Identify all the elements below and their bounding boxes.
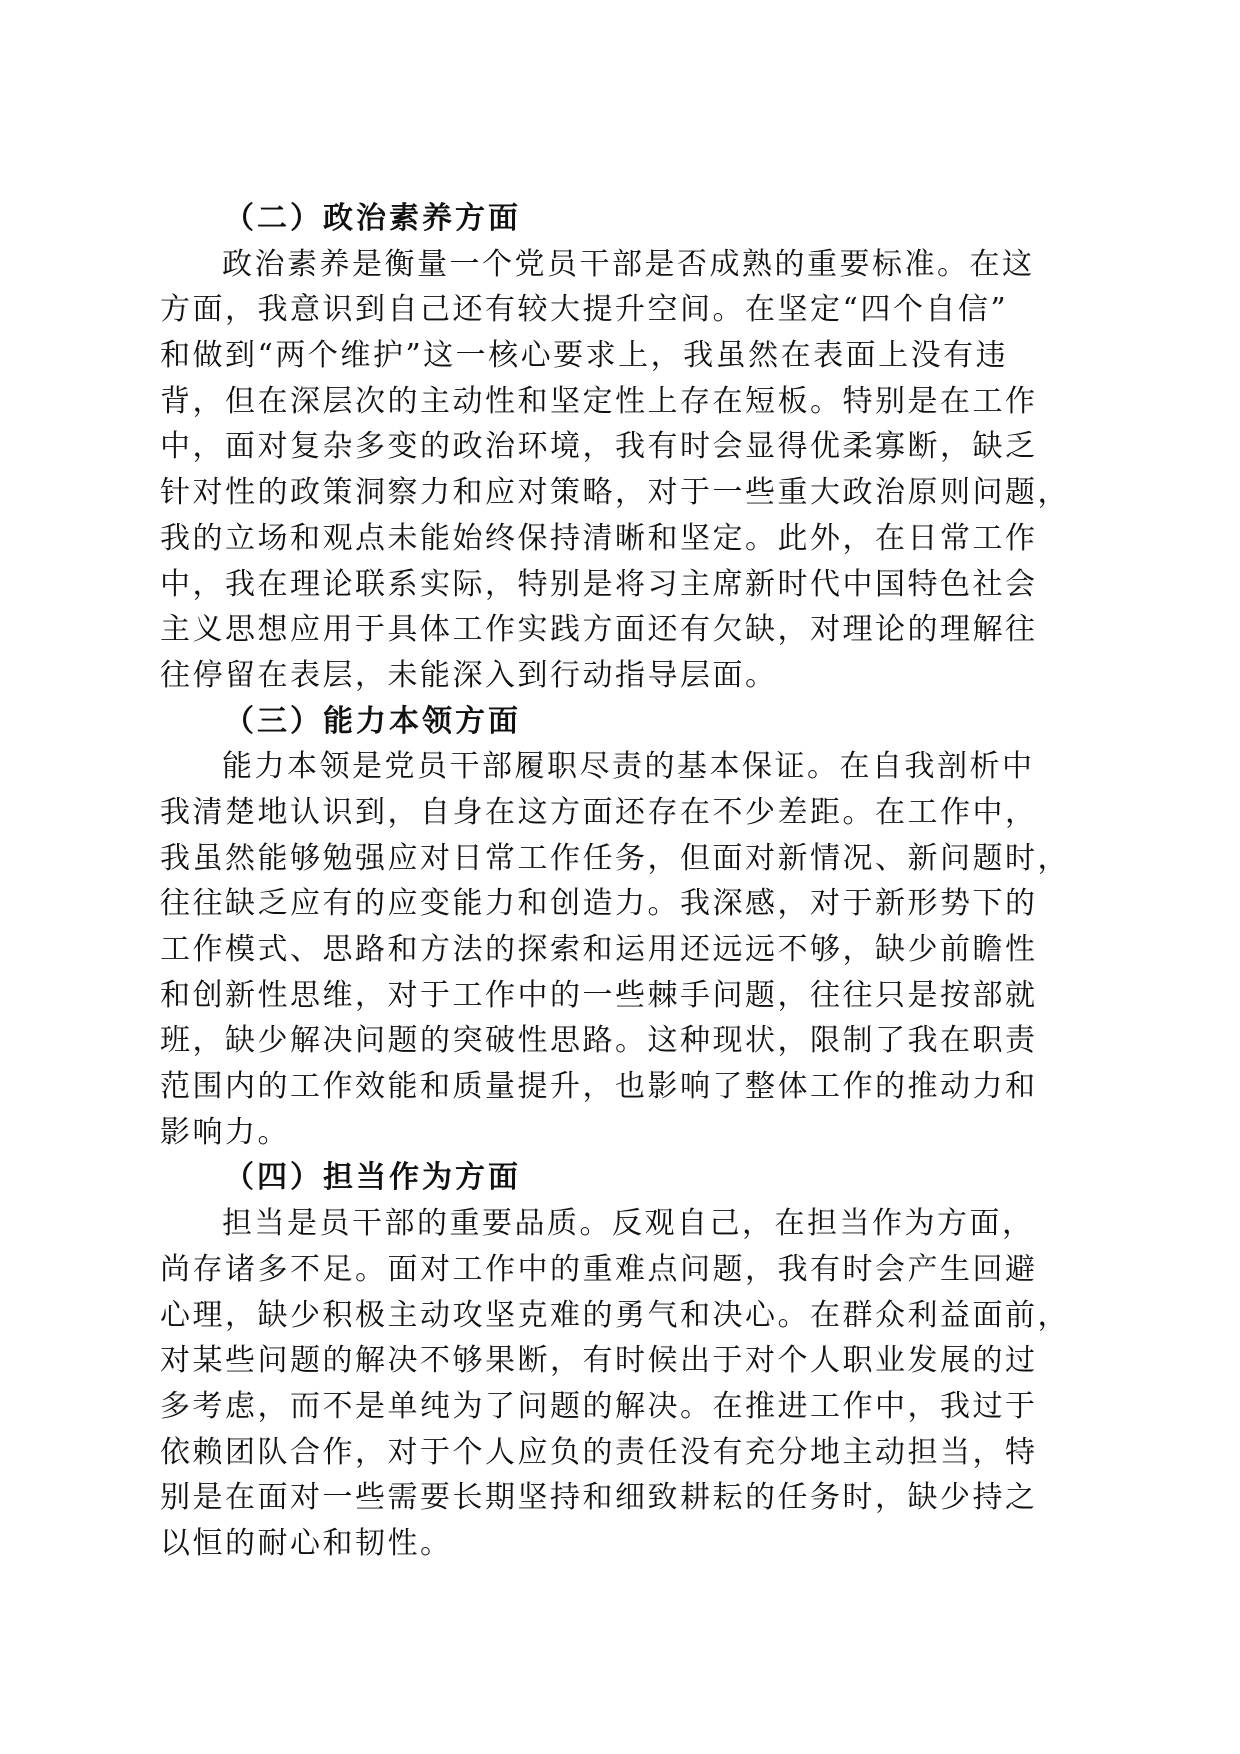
paragraph-line: 别是在面对一些需要长期坚持和细致耕耘的任务时，缺少持之 bbox=[160, 1480, 1038, 1516]
paragraph-line: 我的立场和观点未能始终保持清晰和坚定。此外，在日常工作 bbox=[160, 520, 1038, 556]
paragraph-line: 工作模式、思路和方法的探索和运用还远远不够，缺少前瞻性 bbox=[160, 932, 1038, 967]
paragraph-line: 影响力。 bbox=[160, 1114, 290, 1150]
paragraph-line: 往往缺乏应有的应变能力和创造力。我深感，对于新形势下的 bbox=[160, 886, 1038, 922]
section-heading-ability: （三）能力本领方面 bbox=[224, 703, 521, 739]
section-heading-political: （二）政治素养方面 bbox=[224, 201, 521, 236]
paragraph-line: 主义思想应用于具体工作实践方面还有欠缺，对理论的理解往 bbox=[160, 612, 1038, 648]
paragraph-line: 中，我在理论联系实际，特别是将习主席新时代中国特色社会 bbox=[160, 566, 1038, 602]
paragraph-line: 依赖团队合作，对于个人应负的责任没有充分地主动担当，特 bbox=[160, 1434, 1038, 1470]
paragraph-line: 和做到“两个维护”这一核心要求上，我虽然在表面上没有违 bbox=[160, 338, 1009, 374]
paragraph-line: 班，缺少解决问题的突破性思路。这种现状，限制了我在职责 bbox=[160, 1023, 1038, 1059]
paragraph-line: 政治素养是衡量一个党员干部是否成熟的重要标准。在这 bbox=[222, 246, 1035, 282]
paragraph-line: 能力本领是党员干部履职尽责的基本保证。在自我剖析中 bbox=[222, 749, 1035, 785]
section-heading-responsibility: （四）担当作为方面 bbox=[224, 1160, 521, 1196]
paragraph-line: 担当是员干部的重要品质。反观自己，在担当作为方面， bbox=[222, 1206, 1035, 1242]
paragraph-line: 往停留在表层，未能深入到行动指导层面。 bbox=[160, 657, 778, 693]
paragraph-line: 中，面对复杂多变的政治环境，我有时会显得优柔寡断，缺乏 bbox=[160, 429, 1038, 465]
paragraph-line: 尚存诸多不足。面对工作中的重难点问题，我有时会产生回避 bbox=[160, 1251, 1038, 1287]
paragraph-line: 背，但在深层次的主动性和坚定性上存在短板。特别是在工作 bbox=[160, 383, 1038, 419]
paragraph-line: 和创新性思维，对于工作中的一些棘手问题，往往只是按部就 bbox=[160, 977, 1038, 1013]
paragraph-line: 针对性的政策洞察力和应对策略，对于一些重大政治原则问题， bbox=[160, 475, 1070, 511]
paragraph-line: 范围内的工作效能和质量提升，也影响了整体工作的推动力和 bbox=[160, 1069, 1038, 1105]
paragraph-line: 对某些问题的解决不够果断，有时候出于对个人职业发展的过 bbox=[160, 1343, 1038, 1379]
paragraph-line: 以恒的耐心和韧性。 bbox=[160, 1525, 453, 1561]
paragraph-line: 方面，我意识到自己还有较大提升空间。在坚定“四个自信” bbox=[160, 292, 1009, 328]
paragraph-line: 我清楚地认识到，自身在这方面还存在不少差距。在工作中， bbox=[160, 794, 1038, 830]
document-body bbox=[160, 196, 1090, 1567]
paragraph-line: 心理，缺少积极主动攻坚克难的勇气和决心。在群众利益面前， bbox=[160, 1297, 1070, 1333]
paragraph-line: 我虽然能够勉强应对日常工作任务，但面对新情况、新问题时， bbox=[160, 840, 1070, 876]
paragraph-line: 多考虑，而不是单纯为了问题的解决。在推进工作中，我过于 bbox=[160, 1388, 1038, 1424]
